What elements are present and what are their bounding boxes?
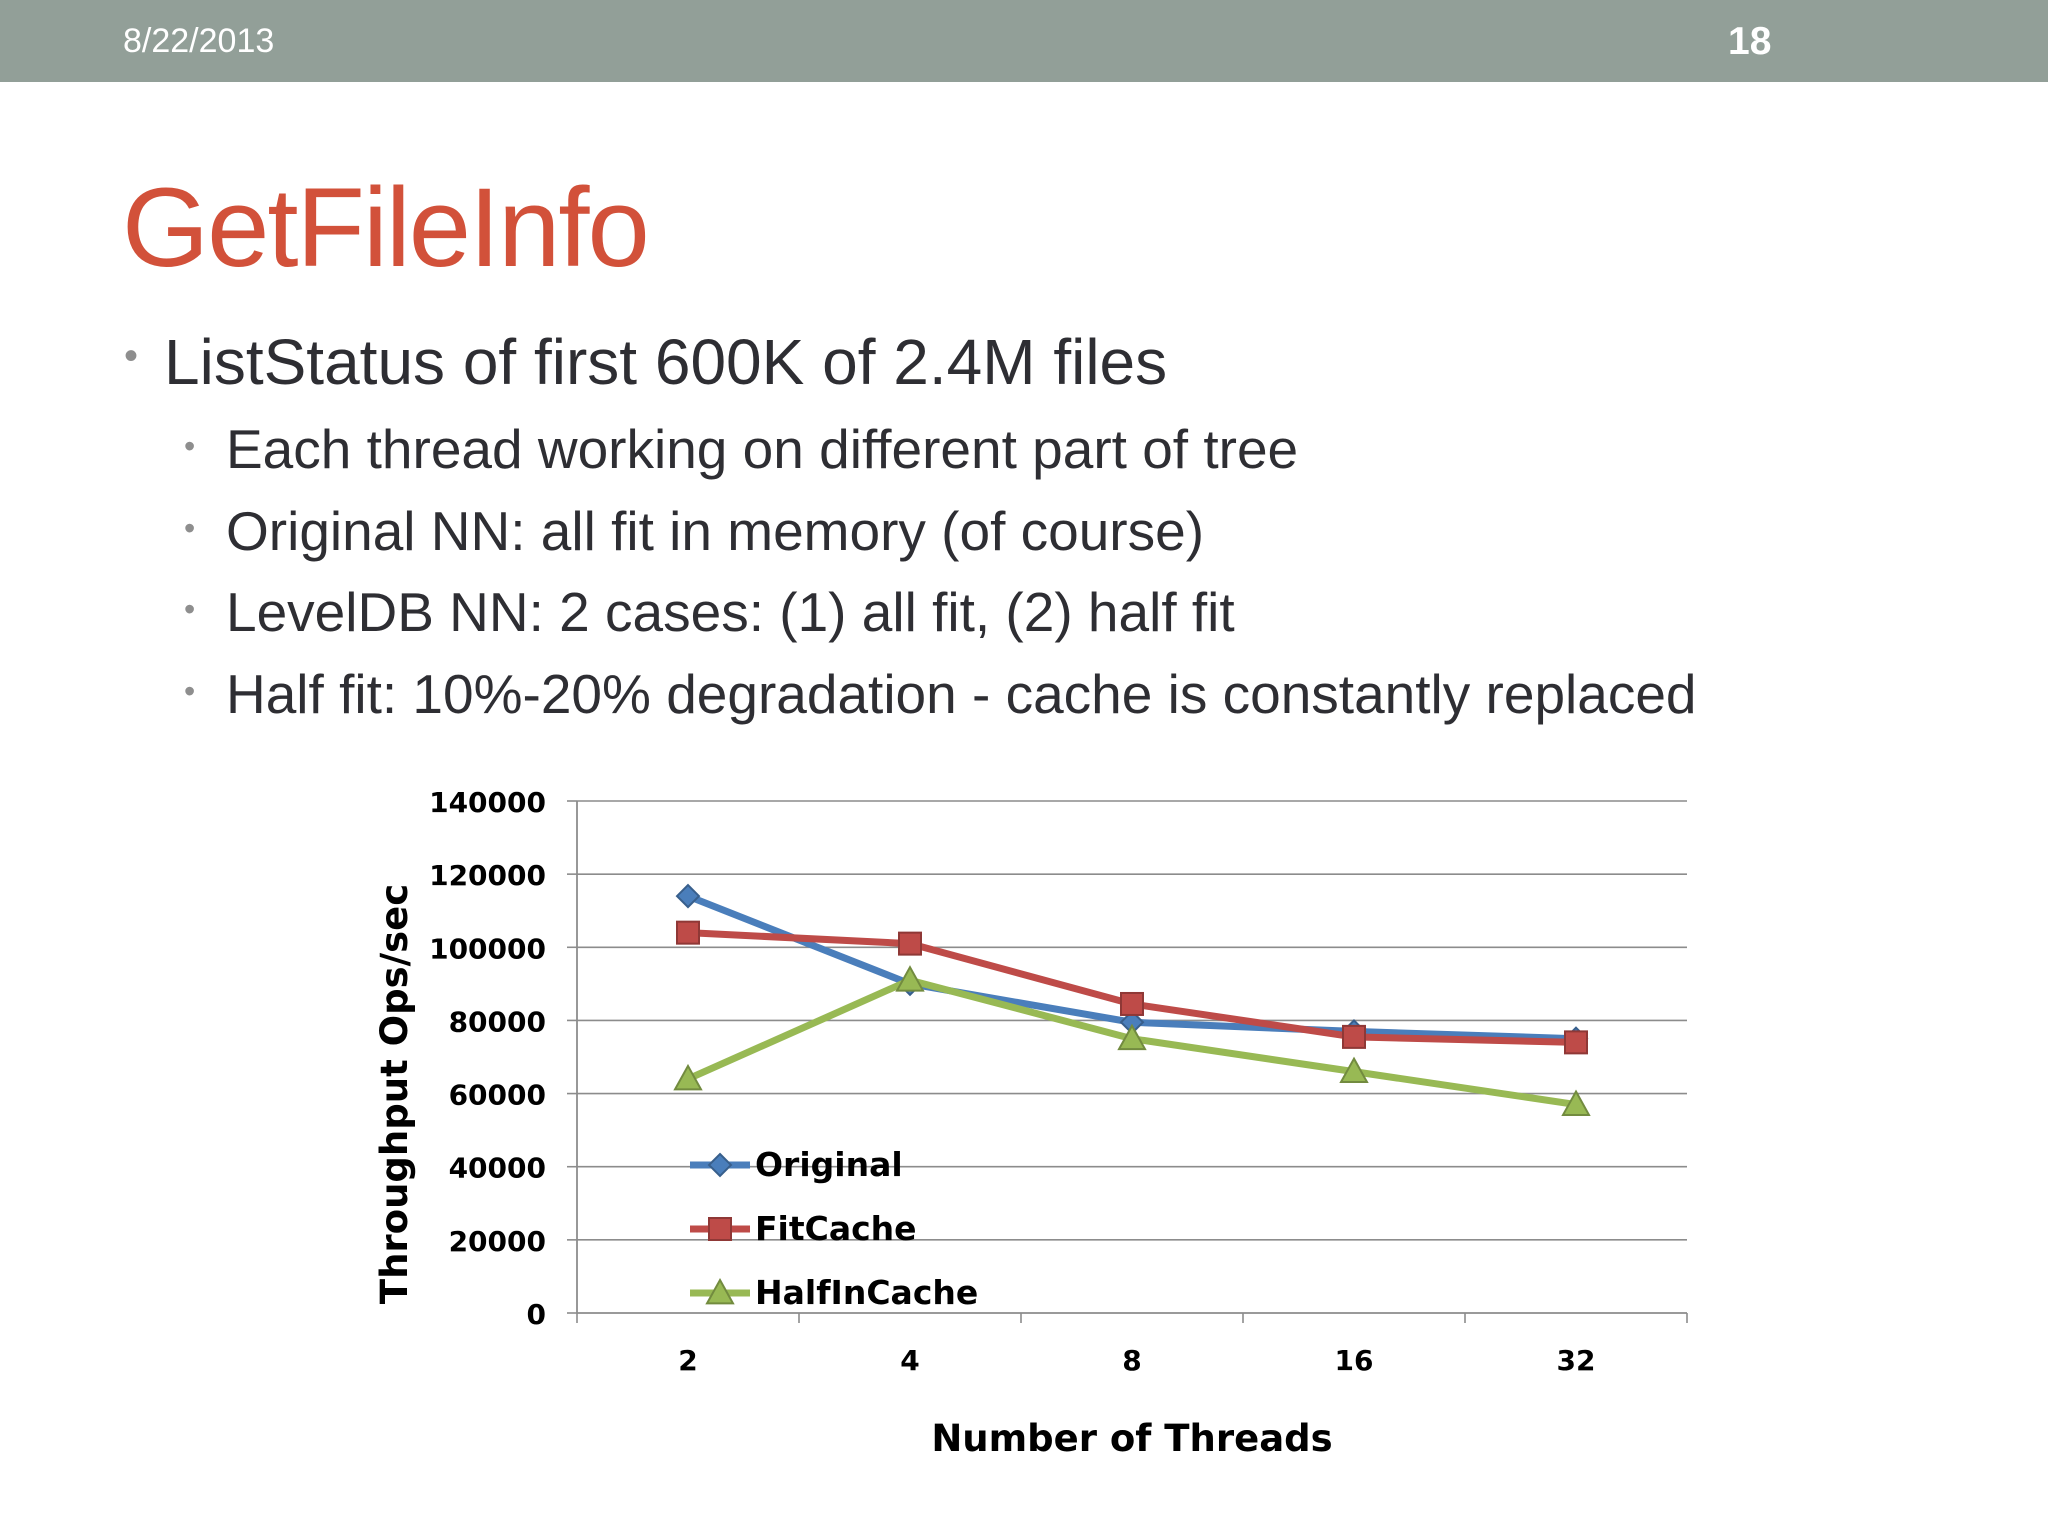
bullet-1-text: ListStatus of first 600K of 2.4M files [164,326,1168,398]
x-tick-label: 32 [1556,1344,1596,1377]
data-point-fitcache [1121,993,1143,1015]
y-tick-label: 120000 [429,859,546,893]
bullet-dot-icon: • [124,334,139,378]
x-tick-label: 4 [900,1344,920,1377]
slide-page-number: 18 [1728,20,1772,63]
sub-bullet-4-text: Half fit: 10%-20% degradation - cache is constantly replaced [226,663,1697,725]
legend-marker-original [709,1154,731,1176]
data-point-fitcache [1343,1026,1365,1048]
y-axis-title: Throughput Ops/sec [373,883,416,1305]
y-tick-label: 20000 [448,1224,546,1258]
chart-legend [690,1145,978,1312]
bullet-dot-icon: • [184,428,196,464]
legend-marker-fitcache [709,1218,731,1240]
sub-bullet-2-text: Original NN: all fit in memory (of course) [226,500,1205,562]
bullet-dot-icon: • [184,673,196,709]
data-point-fitcache [1565,1031,1587,1053]
data-point-fitcache [677,922,699,944]
y-tick-label: 100000 [429,932,546,966]
legend-label-halfincache: HalfInCache [755,1273,979,1312]
x-tick-label: 16 [1334,1344,1374,1377]
bullet-dot-icon: • [184,591,196,627]
data-point-original [677,885,699,907]
legend-label-original: Original [755,1145,903,1184]
slide-title: GetFileInfo [122,165,648,290]
chart-series [675,885,1589,1115]
slide-date: 8/22/2013 [123,22,275,60]
data-point-fitcache [899,933,921,955]
y-tick-label: 60000 [448,1078,546,1112]
y-tick-label: 80000 [448,1005,546,1039]
x-tick-label: 8 [1122,1344,1142,1377]
sub-bullet-1-text: Each thread working on different part of tree [226,418,1299,480]
x-tick-label: 2 [678,1344,698,1377]
legend-label-fitcache: FitCache [755,1209,917,1248]
y-tick-label: 140000 [429,786,546,819]
y-tick-label: 40000 [448,1151,546,1185]
sub-bullet-3-text: LevelDB NN: 2 cases: (1) all fit, (2) half fit [226,581,1235,643]
bullet-dot-icon: • [184,510,196,546]
x-axis-title: Number of Threads [931,1417,1333,1460]
y-tick-label: 0 [526,1298,546,1331]
